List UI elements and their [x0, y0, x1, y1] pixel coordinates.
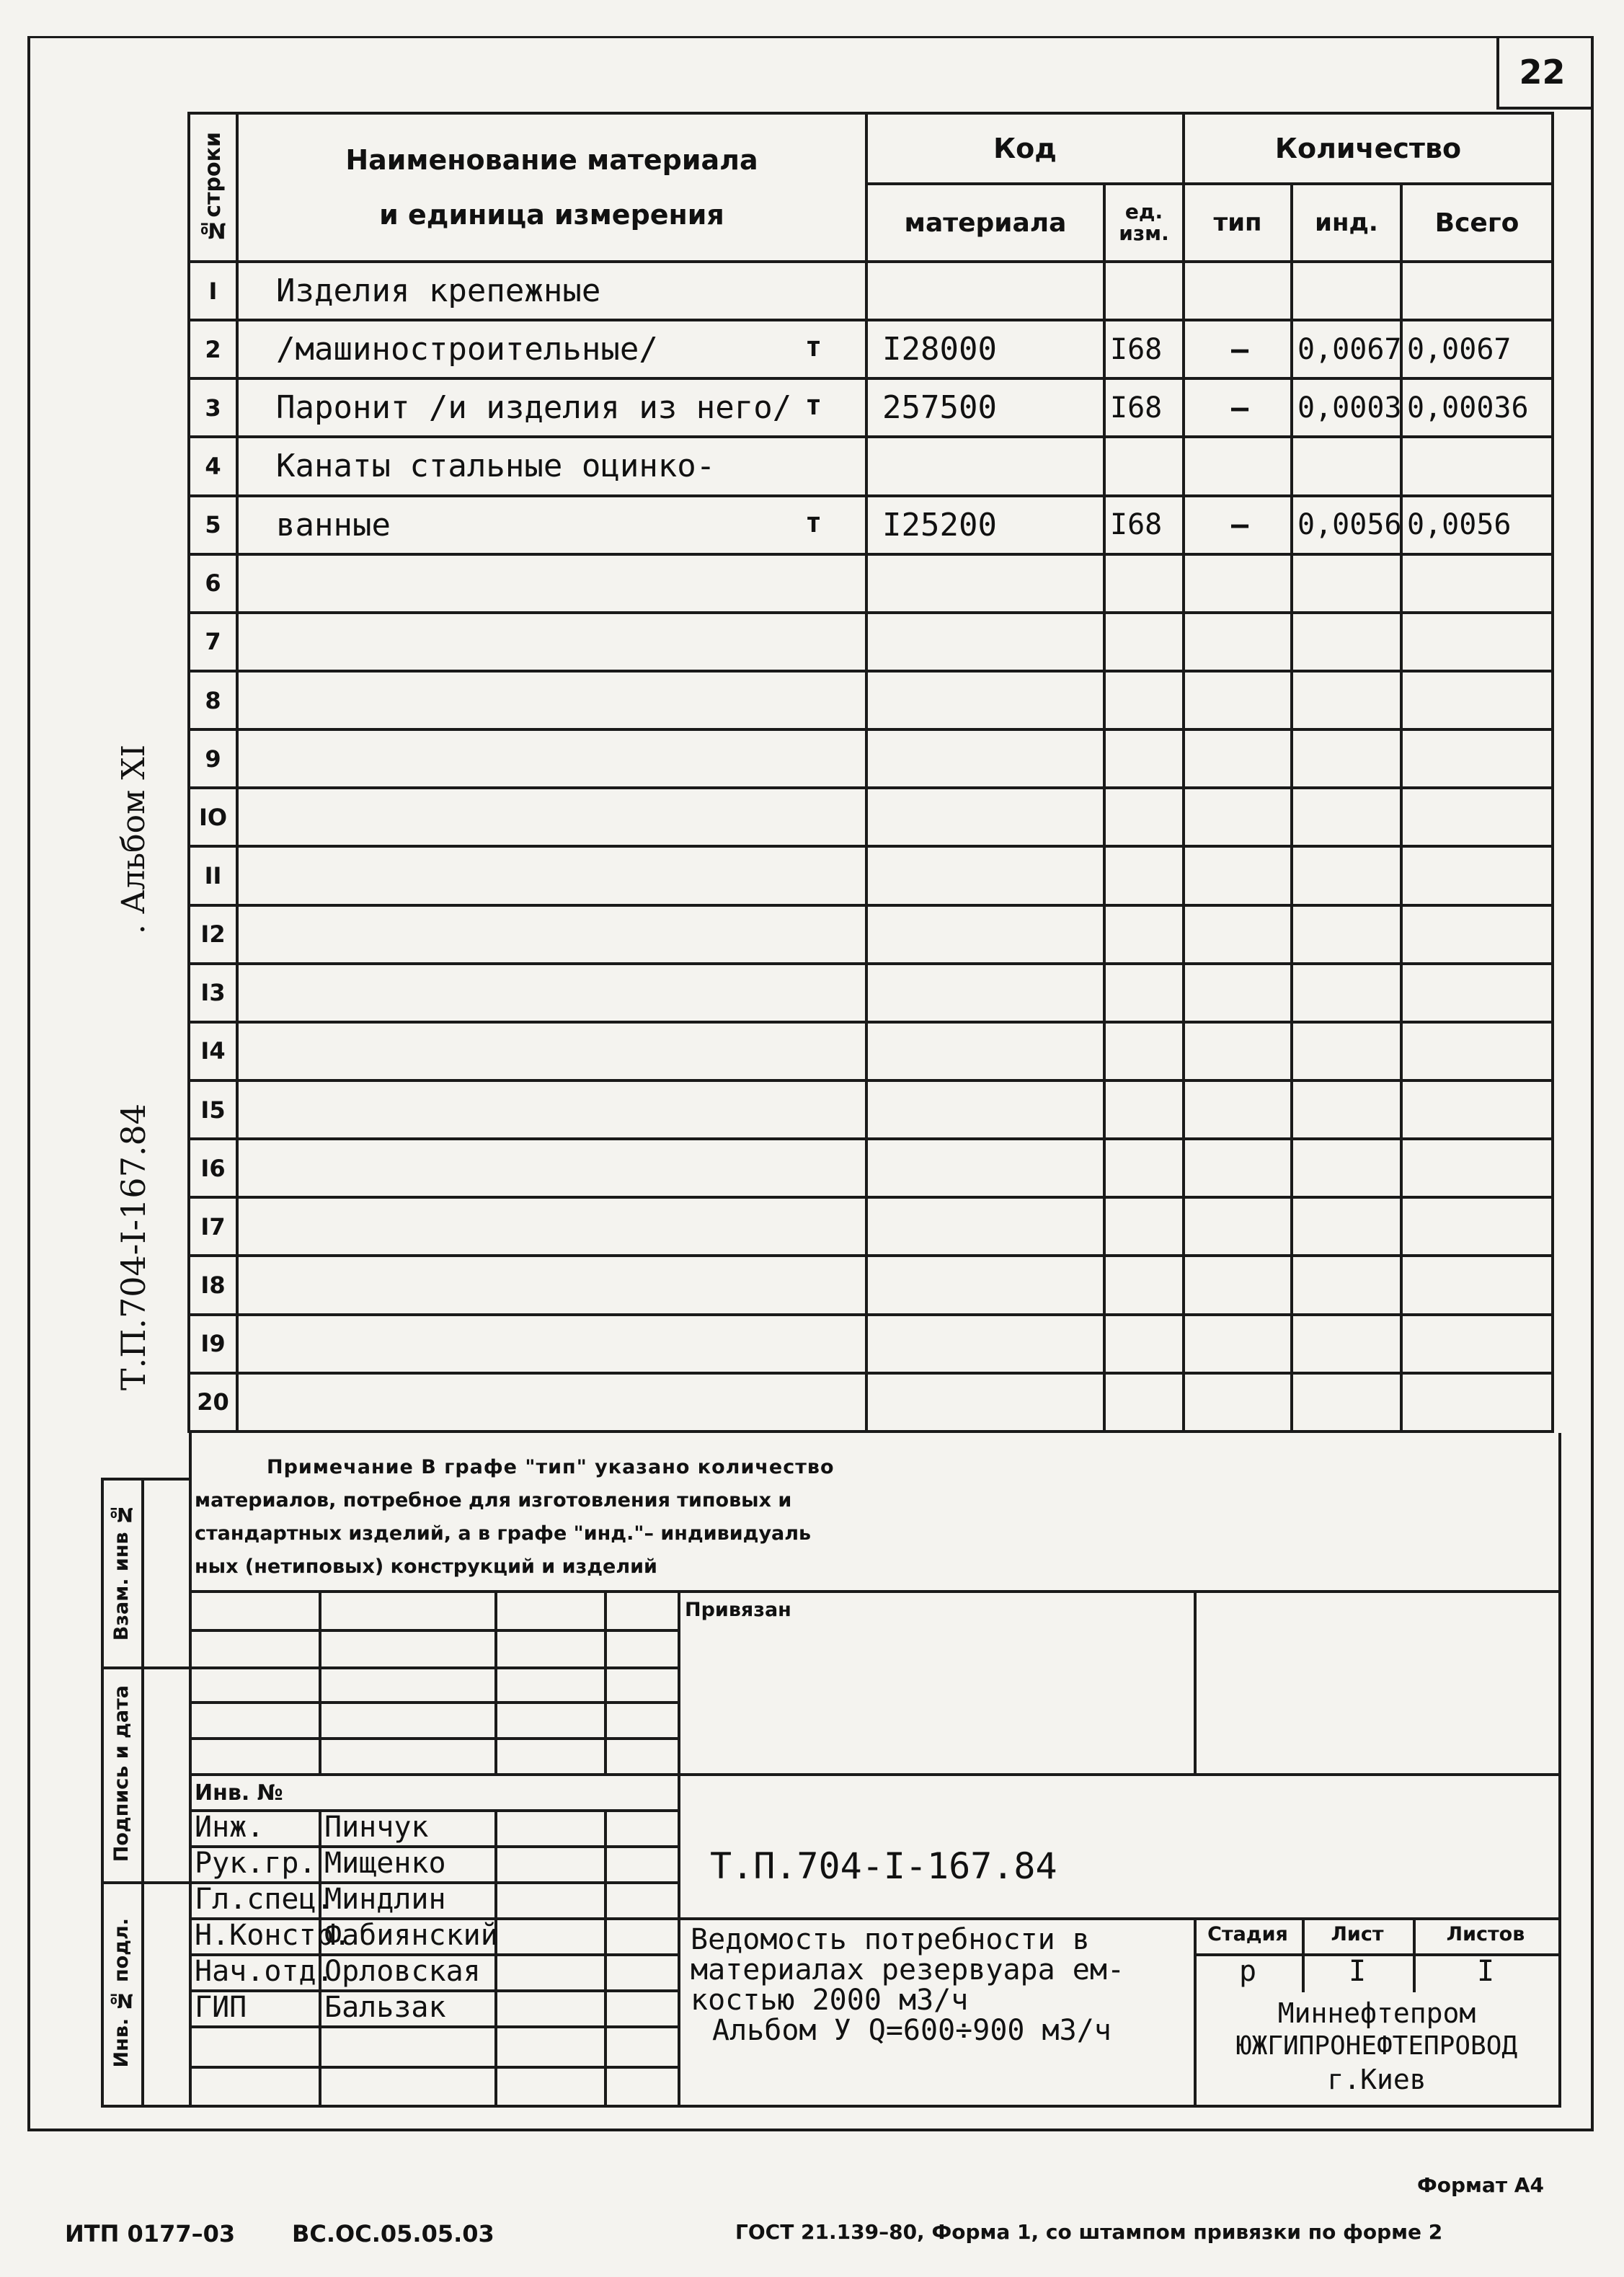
ind-qty [1292, 1315, 1401, 1373]
row-number: 3 [189, 378, 237, 437]
type-qty [1184, 1022, 1292, 1080]
table-row [189, 1373, 1553, 1432]
ind-qty [1292, 846, 1401, 905]
header-material: материала [866, 184, 1104, 262]
material-name [237, 1315, 866, 1373]
signer-role: Н.Констр. [195, 1919, 351, 1952]
type-qty [1184, 1139, 1292, 1197]
type-qty [1184, 1197, 1292, 1256]
material-name [237, 729, 866, 788]
material-code [866, 846, 1104, 905]
row-number: 20 [189, 1373, 237, 1432]
header-type: тип [1184, 184, 1292, 262]
ind-qty [1292, 437, 1401, 495]
material-code [866, 788, 1104, 846]
material-name [237, 437, 866, 495]
signer-name: Пинчук [324, 1811, 429, 1844]
type-qty: – [1184, 378, 1292, 437]
header-code: Код [866, 113, 1184, 184]
table-row [189, 554, 1553, 613]
table-row [189, 1080, 1553, 1139]
material-name [237, 1197, 866, 1256]
total-qty [1401, 964, 1553, 1022]
table-row [189, 1197, 1553, 1256]
stamp-col-line [494, 1590, 497, 1773]
material-name [237, 846, 866, 905]
material-name [237, 1256, 866, 1314]
ind-qty: 0,0003 [1292, 378, 1401, 437]
type-qty [1184, 1315, 1292, 1373]
material-name [237, 613, 866, 671]
ind-qty [1292, 964, 1401, 1022]
org-line: ЮЖГИПРОНЕФТЕПРОВОД [1235, 2031, 1518, 2061]
ind-qty [1292, 729, 1401, 788]
signer-name: Бальзак [324, 1991, 446, 2024]
type-qty [1184, 613, 1292, 671]
type-qty [1184, 905, 1292, 964]
unit-code [1104, 671, 1184, 729]
unit-code [1104, 554, 1184, 613]
row-number: I4 [189, 1022, 237, 1080]
row-number: 9 [189, 729, 237, 788]
total-qty [1401, 554, 1553, 613]
ind-qty [1292, 1197, 1401, 1256]
stamp-side-vzam: Взам. инв № [110, 1503, 133, 1641]
table-row [189, 437, 1553, 495]
material-name [237, 496, 866, 554]
unit-code [1104, 1256, 1184, 1314]
type-qty [1184, 671, 1292, 729]
material-name [237, 1373, 866, 1432]
material-code [866, 905, 1104, 964]
ind-qty [1292, 1373, 1401, 1432]
material-code [866, 1197, 1104, 1256]
total-qty [1401, 437, 1553, 495]
type-qty: – [1184, 320, 1292, 378]
ind-qty [1292, 788, 1401, 846]
table-row [189, 262, 1553, 320]
footer-gost: ГОСТ 21.139–80, Форма 1, со штампом привязки по форме 2 [735, 2220, 1443, 2244]
material-code [866, 1256, 1104, 1314]
unit-code: I68 [1104, 320, 1184, 378]
sheets-label: Листов [1446, 1923, 1525, 1945]
stamp-row-line [189, 1773, 1558, 1776]
row-number: I [189, 262, 237, 320]
row-number: I6 [189, 1139, 237, 1197]
table-row [189, 378, 1553, 437]
table-row [189, 788, 1553, 846]
row-number: 5 [189, 496, 237, 554]
unit-code [1104, 788, 1184, 846]
signer-role: Рук.гр. [195, 1847, 316, 1880]
unit-code [1104, 613, 1184, 671]
stamp-col-line [678, 1590, 680, 2105]
type-qty: – [1184, 496, 1292, 554]
row-number: IO [189, 788, 237, 846]
ind-qty [1292, 1139, 1401, 1197]
stamp-row-line [189, 1590, 1558, 1593]
note-line: стандартных изделий, а в графе "инд."– индивидуаль [195, 1522, 812, 1545]
ind-qty [1292, 1256, 1401, 1314]
type-qty [1184, 554, 1292, 613]
material-code [866, 1022, 1104, 1080]
total-qty [1401, 788, 1553, 846]
ind-qty [1292, 671, 1401, 729]
table-row [189, 905, 1553, 964]
sheet-label: Лист [1331, 1923, 1384, 1945]
unit-code [1104, 846, 1184, 905]
material-name [237, 320, 866, 378]
total-qty [1401, 846, 1553, 905]
ind-qty: 0,0067 [1292, 320, 1401, 378]
stamp-right [1558, 1433, 1561, 2106]
material-name [237, 262, 866, 320]
doc-title-line: костью 2000 м3/ч [691, 1984, 969, 2017]
table-row [189, 1022, 1553, 1080]
material-code [866, 964, 1104, 1022]
material-code: I28000 [866, 320, 1104, 378]
unit-code [1104, 1373, 1184, 1432]
row-number: I7 [189, 1197, 237, 1256]
org-line: Миннефтепром [1277, 1997, 1476, 2029]
material-unit: т [805, 331, 822, 363]
type-qty [1184, 788, 1292, 846]
ind-qty [1292, 1080, 1401, 1139]
table-row [189, 964, 1553, 1022]
material-name [237, 1080, 866, 1139]
material-name-text: Паронит /и изделия из него/ [276, 389, 792, 427]
note-block [195, 1451, 1045, 1584]
footer-left-code2: ВС.ОС.05.05.03 [292, 2220, 494, 2247]
ind-qty: 0,0056 [1292, 496, 1401, 554]
type-qty [1184, 846, 1292, 905]
material-code [866, 262, 1104, 320]
material-code [866, 1373, 1104, 1432]
sheets-value: I [1476, 1955, 1495, 1988]
stamp-col-line [1194, 1590, 1197, 1773]
material-code [866, 729, 1104, 788]
row-number: I8 [189, 1256, 237, 1314]
ind-qty [1292, 554, 1401, 613]
doc-title-line: материалах резервуара ем- [691, 1953, 1125, 1987]
note-line: материалов, потребное для изготовления типовых и [195, 1489, 792, 1512]
signer-role: ГИП [195, 1991, 247, 2024]
signer-name: Мищенко [324, 1847, 446, 1880]
privyazan-label: Привязан [685, 1599, 791, 1621]
material-name [237, 1022, 866, 1080]
format-label: Формат А4 [1417, 2173, 1544, 2197]
table-row [189, 1139, 1553, 1197]
header-unit-code: ед. изм. [1104, 184, 1184, 262]
material-name [237, 964, 866, 1022]
unit-code [1104, 1022, 1184, 1080]
row-number: 6 [189, 554, 237, 613]
row-number: I9 [189, 1315, 237, 1373]
row-number: 2 [189, 320, 237, 378]
signer-name: Фабиянский [324, 1919, 498, 1952]
stamp-bottom [101, 2105, 1561, 2108]
total-qty [1401, 1197, 1553, 1256]
stamp-col-line [604, 1809, 607, 2105]
total-qty [1401, 1080, 1553, 1139]
material-code [866, 671, 1104, 729]
stamp-col-line [604, 1590, 607, 1773]
row-number: I5 [189, 1080, 237, 1139]
type-qty [1184, 262, 1292, 320]
stage-value: р [1238, 1955, 1257, 1988]
total-qty [1401, 671, 1553, 729]
signer-name: Орловская [324, 1955, 481, 1988]
material-code: I25200 [866, 496, 1104, 554]
table-row [189, 320, 1553, 378]
header-name: Наименование материала и единица измерения [237, 113, 866, 262]
total-qty [1401, 1315, 1553, 1373]
type-qty [1184, 1080, 1292, 1139]
total-qty [1401, 1139, 1553, 1197]
stamp-col-line [494, 1809, 497, 2105]
table-row [189, 729, 1553, 788]
org-line: г.Киев [1327, 2064, 1426, 2095]
table-row [189, 496, 1553, 554]
unit-code [1104, 1315, 1184, 1373]
table-row [189, 1256, 1553, 1314]
material-unit: т [805, 389, 822, 422]
footer-left-code: ИТП 0177–03 [65, 2220, 236, 2247]
total-qty [1401, 1373, 1553, 1432]
note-line: ных (нетиповых) конструкций и изделий [195, 1555, 657, 1578]
stage-label: Стадия [1207, 1923, 1288, 1945]
total-qty [1401, 262, 1553, 320]
ind-qty [1292, 905, 1401, 964]
header-row-no: №строки [189, 113, 237, 262]
side-album-label: . Альбом XI [115, 745, 152, 935]
material-code [866, 437, 1104, 495]
doc-code: Т.П.704-I-167.84 [710, 1845, 1057, 1887]
ind-qty [1292, 262, 1401, 320]
unit-code: I68 [1104, 378, 1184, 437]
table-row [189, 671, 1553, 729]
material-code [866, 1315, 1104, 1373]
table-row [189, 1315, 1553, 1373]
unit-code [1104, 1080, 1184, 1139]
side-project-label: Т.П.704-I-167.84 [114, 1103, 153, 1391]
stamp-row-line [101, 1666, 678, 1669]
material-name-text: Канаты стальные оцинко- [276, 448, 716, 485]
material-unit: т [805, 506, 822, 538]
material-name [237, 378, 866, 437]
row-number: I3 [189, 964, 237, 1022]
stamp-side-podpis: Подпись и дата [110, 1685, 133, 1863]
header-quantity: Количество [1184, 113, 1553, 184]
material-name [237, 788, 866, 846]
ind-qty [1292, 613, 1401, 671]
sheet-value: I [1348, 1955, 1367, 1988]
row-number: 7 [189, 613, 237, 671]
total-qty [1401, 1022, 1553, 1080]
total-qty [1401, 613, 1553, 671]
doc-title-line: Ведомость потребности в [691, 1923, 1090, 1956]
type-qty [1184, 1256, 1292, 1314]
type-qty [1184, 964, 1292, 1022]
doc-title-line: Альбом У Q=600÷900 м3/ч [712, 2014, 1111, 2047]
unit-code [1104, 964, 1184, 1022]
inv-no-label: Инв. № [195, 1780, 283, 1806]
unit-code [1104, 729, 1184, 788]
stamp-label-divider [141, 1478, 144, 2105]
unit-code [1104, 1197, 1184, 1256]
stamp-main-left [189, 1433, 192, 2105]
row-number: II [189, 846, 237, 905]
total-qty [1401, 905, 1553, 964]
header-ind: инд. [1292, 184, 1401, 262]
table-row [189, 846, 1553, 905]
page-number: 22 [1519, 53, 1566, 92]
material-code: 257500 [866, 378, 1104, 437]
signer-role: Инж. [195, 1811, 265, 1844]
material-code [866, 1080, 1104, 1139]
note-line: Примечание В графе "тип" указано количество [267, 1456, 835, 1478]
material-code [866, 613, 1104, 671]
material-name [237, 1139, 866, 1197]
total-qty [1401, 1256, 1553, 1314]
signer-role: Гл.спец. [195, 1883, 334, 1916]
signer-role: Нач.отд. [195, 1955, 334, 1988]
total-qty: 0,00036 [1401, 378, 1553, 437]
material-name [237, 554, 866, 613]
material-code [866, 554, 1104, 613]
stamp-side-inv: Инв. № подл. [110, 1918, 133, 2068]
org-block [1197, 1997, 1557, 2096]
ind-qty [1292, 1022, 1401, 1080]
material-name-text: /машиностроительные/ [276, 331, 658, 368]
material-name [237, 905, 866, 964]
type-qty [1184, 437, 1292, 495]
signer-name: Миндлин [324, 1883, 446, 1916]
unit-code [1104, 1139, 1184, 1197]
total-qty [1401, 729, 1553, 788]
row-number: 8 [189, 671, 237, 729]
unit-code [1104, 437, 1184, 495]
table-row [189, 613, 1553, 671]
material-name-text: Изделия крепежные [276, 272, 601, 310]
total-qty: 0,0056 [1401, 496, 1553, 554]
type-qty [1184, 729, 1292, 788]
stamp-col-line [319, 1590, 321, 1773]
doc-title [691, 1925, 1124, 2046]
material-name-text: ванные [276, 506, 391, 543]
type-qty [1184, 1373, 1292, 1432]
materials-table [187, 112, 1554, 1433]
unit-code: I68 [1104, 496, 1184, 554]
total-qty: 0,0067 [1401, 320, 1553, 378]
material-code [866, 1139, 1104, 1197]
header-total: Всего [1401, 184, 1553, 262]
unit-code [1104, 262, 1184, 320]
row-number: 4 [189, 437, 237, 495]
row-number: I2 [189, 905, 237, 964]
material-name [237, 671, 866, 729]
unit-code [1104, 905, 1184, 964]
